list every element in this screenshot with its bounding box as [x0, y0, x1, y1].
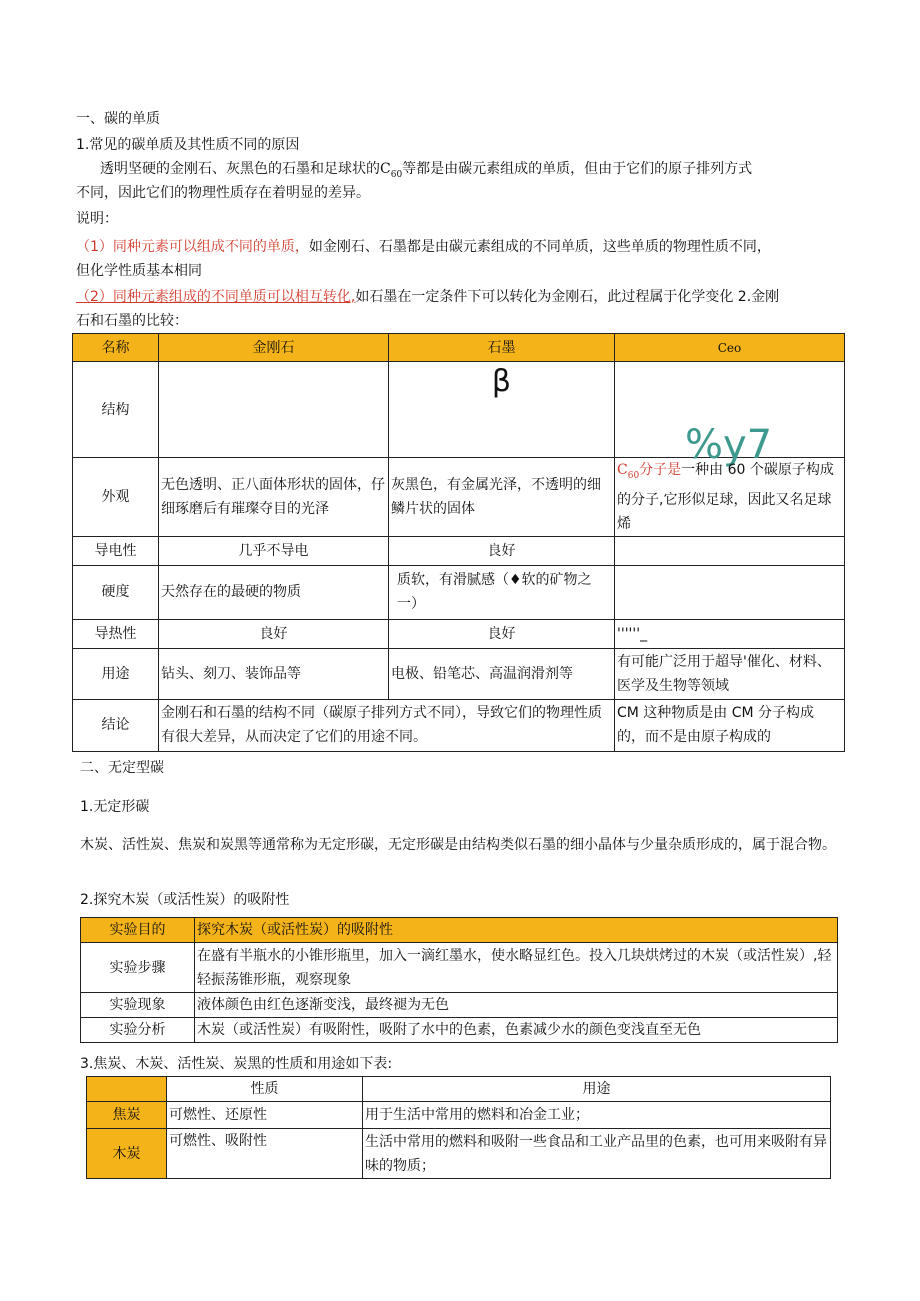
header-graphite: 石墨 [389, 334, 615, 362]
carbon-uses-table [86, 1076, 831, 1179]
table-header-row [73, 334, 845, 362]
table-header-row [87, 1077, 831, 1102]
diamond-structure-cell [159, 362, 389, 458]
row-label: 导热性 [73, 619, 159, 648]
table-cell: 有可能广泛用于超导'催化、材料、医学及生物等领域 [615, 648, 845, 699]
table-cell [615, 536, 845, 565]
row-label: 导电性 [73, 536, 159, 565]
row-label: 结构 [73, 362, 159, 458]
note-label: 说明： [76, 211, 118, 227]
table-row-structure [73, 362, 845, 458]
paragraph-line: 不同，因此它们的物理性质存在着明显的差异。 [76, 185, 370, 201]
table-cell: 木炭（或活性炭）有吸附性，吸附了水中的色素，色素减少水的颜色变浅直至无色 [195, 1018, 838, 1043]
table-cell: 生活中常用的燃料和吸附一些食品和工业产品里的色素，也可用来吸附有异味的物质； [363, 1129, 831, 1179]
subheading-2-2: 2.探究木炭（或活性炭）的吸附性 [80, 892, 290, 908]
header-cell [87, 1077, 167, 1102]
header-property: 性质 [167, 1077, 363, 1102]
table-row [81, 993, 838, 1018]
table-cell: 几乎不导电 [159, 536, 389, 565]
comparison-table [72, 333, 845, 752]
note-1-line2: 但化学性质基本相同 [76, 263, 202, 279]
row-label: 木炭 [87, 1129, 167, 1179]
table-cell: 在盛有半瓶水的小锥形瓶里，加入一滴红墨水，使水略显红色。投入几块烘烤过的木炭（或活性炭）,轻轻振荡锥形瓶，观察现象 [195, 943, 838, 993]
row-label: 结论 [73, 699, 159, 751]
table-cell: 用于生活中常用的燃料和冶金工业； [363, 1102, 831, 1129]
subheading-2-1: 1.无定形碳 [80, 799, 150, 815]
row-label: 实验现象 [81, 993, 195, 1018]
table-cell: 天然存在的最硬的物质 [159, 565, 389, 619]
row-label: 实验目的 [81, 918, 195, 943]
table-row [81, 943, 838, 993]
table-cell: 质软，有滑腻感（♦软的矿物之一） [389, 565, 615, 619]
section-heading-1: 一、碳的单质 [76, 111, 160, 127]
table-cell: 良好 [389, 536, 615, 565]
row-label: 焦炭 [87, 1102, 167, 1129]
table-row [87, 1129, 831, 1179]
table-cell: 液体颜色由红色逐渐变浅，最终褪为无色 [195, 993, 838, 1018]
paragraph: 木炭、活性炭、焦炭和炭黑等通常称为无定形碳，无定形碳是由结构类似石墨的细小晶体与少量杂质形成的，属于混合物。 [80, 837, 836, 853]
table-cell: 钻头、刻刀、装饰品等 [159, 648, 389, 699]
experiment-table [80, 917, 838, 1043]
header-c60: Ceo [615, 334, 845, 362]
table-row-thermal [73, 619, 845, 648]
table-row [87, 1102, 831, 1129]
subheading-1-1: 1.常见的碳单质及其性质不同的原因 [76, 137, 300, 153]
row-label: 实验步骤 [81, 943, 195, 993]
c60-structure-cell [615, 362, 845, 468]
table-cell: $C_{60}$分子是一种由 60 个碳原子构成的分子,它形似足球，因此又名足球烯 [615, 458, 845, 537]
table-cell: ''''''_ [615, 619, 845, 648]
table-row-uses [73, 648, 845, 699]
section-heading-2: 二、无定型碳 [80, 760, 164, 776]
table-cell: 可燃性、还原性 [167, 1102, 363, 1129]
table-cell: 良好 [159, 619, 389, 648]
c60-structure-image: %y7 [685, 422, 773, 468]
row-label: 实验分析 [81, 1018, 195, 1043]
table-row-appearance [73, 458, 845, 537]
table-cell: 探究木炭（或活性炭）的吸附性 [195, 918, 838, 943]
header-diamond: 金刚石 [159, 334, 389, 362]
table-cell [615, 565, 845, 619]
row-label: 硬度 [73, 565, 159, 619]
header-use: 用途 [363, 1077, 831, 1102]
row-label: 外观 [73, 458, 159, 537]
table-row-conclusion [73, 699, 845, 751]
row-label: 用途 [73, 648, 159, 699]
table-row [81, 1018, 838, 1043]
paragraph-line: 透明坚硬的金刚石、灰黑色的石墨和足球状的$C_{60}$等都是由碳元素组成的单质，但由于它们的原子排列方式 [100, 161, 753, 180]
table-cell: 无色透明、正八面体形状的固体，仔细琢磨后有璀璨夺目的光泽 [159, 458, 389, 537]
table-row [81, 918, 838, 943]
table-cell: CM 这种物质是由 CM 分子构成的，而不是由原子构成的 [615, 699, 845, 751]
graphite-structure-image: β [491, 364, 512, 399]
note-1: （1）同种元素可以组成不同的单质，如金刚石、石墨都是由碳元素组成的不同单质，这些单质的物理性质不同， [76, 239, 771, 255]
note-2-line2: 石和石墨的比较： [76, 313, 188, 329]
subheading-3: 3.焦炭、木炭、活性炭、炭黑的性质和用途如下表: [80, 1056, 393, 1072]
table-row-conductivity [73, 536, 845, 565]
table-cell: 金刚石和石墨的结构不同（碳原子排列方式不同），导致它们的物理性质有很大差异，从而决定了它们的用途不同。 [159, 699, 615, 751]
note-2: （2）同种元素组成的不同单质可以相互转化,如石墨在一定条件下可以转化为金刚石，此过程属于化学变化 2.金刚 [76, 289, 780, 305]
table-row-hardness [73, 565, 845, 619]
header-name: 名称 [73, 334, 159, 362]
graphite-structure-cell [389, 362, 615, 458]
table-cell: 电极、铅笔芯、高温润滑剂等 [389, 648, 615, 699]
table-cell: 灰黑色，有金属光泽，不透明的细鳞片状的固体 [389, 458, 615, 537]
table-cell: 良好 [389, 619, 615, 648]
table-cell: 可燃性、吸附性 [167, 1129, 363, 1179]
